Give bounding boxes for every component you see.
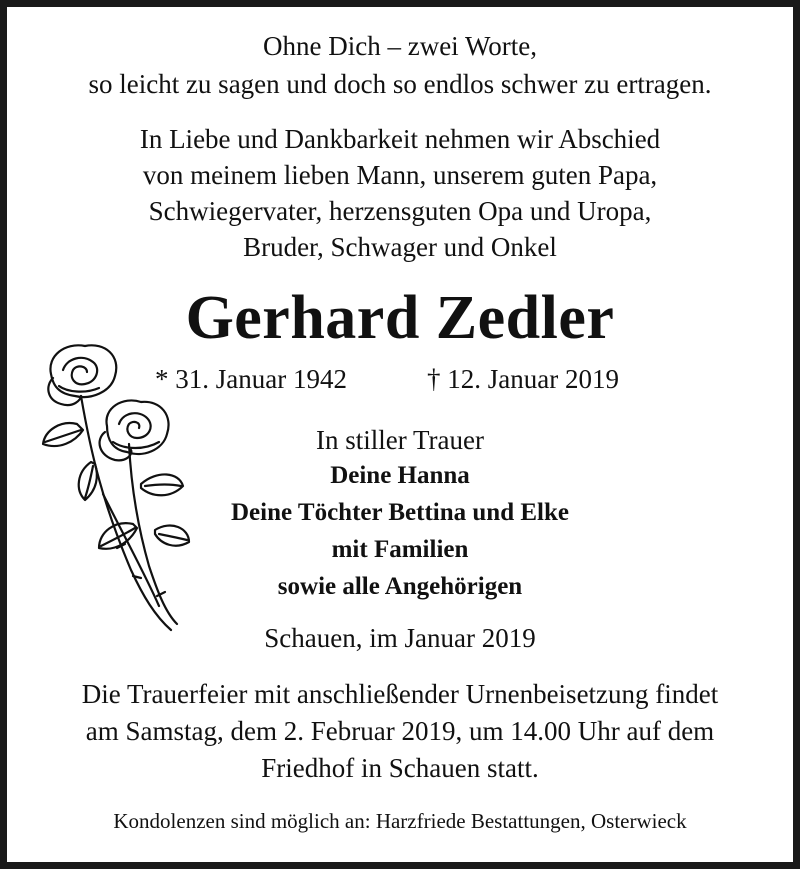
ceremony-line-1: Die Trauerfeier mit anschließender Urnenbeisetzung findet: [81, 679, 719, 709]
mourner-line-2: Deine Töchter Bettina und Elke: [231, 499, 569, 526]
mourner-line-4: sowie alle Angehörigen: [277, 573, 523, 600]
mourner-line-1: Deine Hanna: [330, 462, 470, 489]
death-date: † 12. Januar 2019: [427, 364, 619, 394]
farewell-line-3: Schwiegervater, herzensguten Opa und Uropa,: [148, 196, 652, 226]
farewell-line-2: von meinem lieben Mann, unserem guten Papa,: [142, 160, 658, 190]
intro-line-2: so leicht zu sagen und doch so endlos schwer zu ertragen.: [88, 69, 712, 99]
deceased-name: Gerhard Zedler: [185, 284, 615, 352]
farewell-line-4: Bruder, Schwager und Onkel: [243, 232, 557, 262]
ceremony-line-2: am Samstag, dem 2. Februar 2019, um 14.00 Uhr auf dem: [85, 716, 715, 746]
birth-date: * 31. Januar 1942: [155, 364, 347, 394]
intro-line-1: Ohne Dich – zwei Worte,: [263, 31, 537, 61]
ceremony-line-3: Friedhof in Schauen statt.: [261, 753, 539, 783]
mourners-intro: In stiller Trauer: [316, 425, 484, 455]
place-date: Schauen, im Januar 2019: [264, 623, 536, 653]
mourner-line-3: mit Familien: [331, 536, 469, 563]
condolences-note: Kondolenzen sind möglich an: Harzfriede Bestattungen, Osterwieck: [113, 809, 687, 833]
farewell-line-1: In Liebe und Dankbarkeit nehmen wir Abschied: [139, 124, 661, 154]
